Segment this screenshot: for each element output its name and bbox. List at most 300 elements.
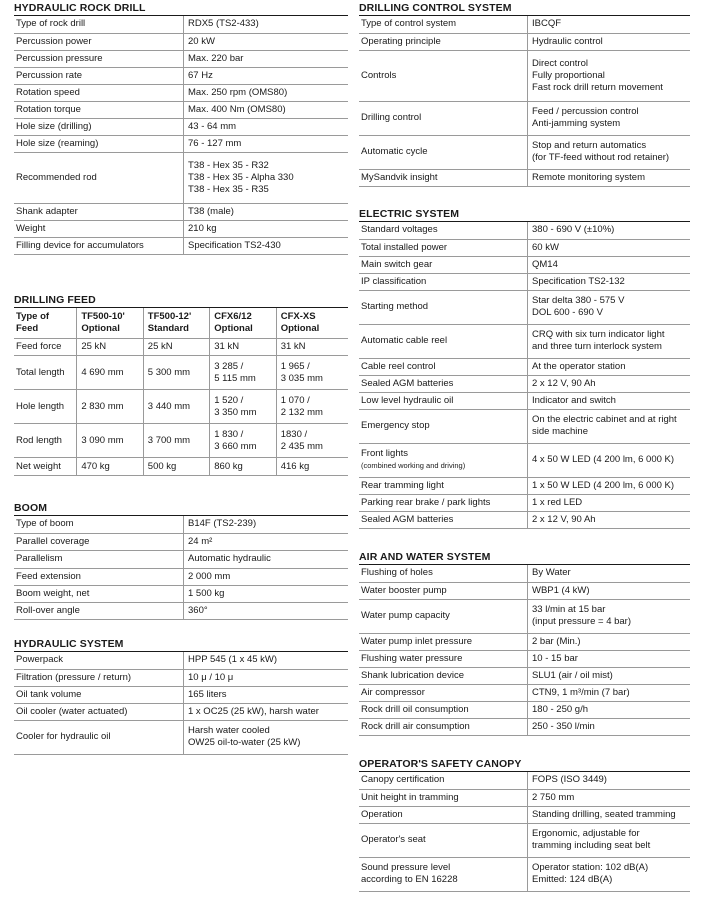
spec-value-line: 2 750 mm [532, 791, 575, 803]
spec-label [359, 650, 528, 667]
spec-value [528, 50, 691, 101]
spec-label [14, 135, 184, 152]
feed-value-line: 3 440 mm [147, 400, 191, 412]
feed-value-line: 3 285 / [214, 360, 244, 372]
spec-label [14, 84, 184, 101]
drilling-control-system-section [359, 2, 690, 187]
spec-value [528, 599, 691, 633]
spec-value [184, 686, 349, 703]
feed-value-line: 3 350 mm [214, 406, 257, 418]
operators-safety-canopy-section [359, 758, 690, 892]
feed-value [210, 390, 276, 424]
spec-value-line: Specification TS2-430 [188, 239, 281, 251]
feed-value-line: 2 435 mm [280, 440, 323, 452]
spec-label-text: MySandvik insight [361, 171, 438, 183]
spec-value-line: B14F (TS2-239) [188, 518, 257, 530]
spec-row [359, 582, 690, 599]
spec-value-line: 76 - 127 mm [188, 137, 242, 149]
spec-value [528, 169, 691, 186]
spec-label [359, 324, 528, 358]
spec-value-line: 10 μ / 10 μ [188, 671, 234, 683]
spec-value-line: HPP 545 (1 x 45 kW) [188, 654, 278, 666]
spec-label [14, 585, 184, 602]
spec-value [528, 135, 691, 169]
spec-value-line: 1 x OC25 (25 kW), harsh water [188, 705, 319, 717]
spec-label-text: Automatic cycle [361, 146, 428, 157]
spec-value [184, 118, 349, 135]
spec-row [359, 324, 690, 358]
feed-value [210, 458, 276, 476]
feed-header-line: Feed [16, 323, 39, 334]
spec-row [359, 494, 690, 511]
spec-row [359, 565, 690, 582]
spec-label-text: Emergency stop [361, 420, 430, 431]
spec-value-line: 43 - 64 mm [188, 120, 237, 132]
spec-value [528, 633, 691, 650]
spec-value-line: 1 x 50 W LED (4 200 lm, 6 000 K) [532, 479, 675, 491]
spec-value-line: Standing drilling, seated tramming [532, 808, 676, 820]
spec-label [359, 358, 528, 375]
spec-table [359, 16, 690, 187]
spec-value [184, 568, 349, 585]
feed-value [77, 339, 143, 356]
spec-row [359, 650, 690, 667]
spec-label [14, 203, 184, 220]
section-title: AIR AND WATER SYSTEM [359, 551, 690, 565]
spec-value-line: By Water [532, 567, 571, 579]
spec-label-text: Recommended rod [16, 171, 97, 183]
spec-row [14, 652, 348, 669]
spec-label [14, 550, 184, 568]
spec-value-line: 250 - 350 l/min [532, 720, 595, 732]
spec-label-text: Controls [361, 69, 397, 81]
spec-label [359, 684, 528, 701]
spec-label-text: Operator's seat [361, 834, 426, 845]
spec-label-text: Rock drill oil consumption [361, 703, 469, 715]
spec-value [184, 67, 349, 84]
spec-label [14, 33, 184, 50]
spec-value [184, 135, 349, 152]
spec-row [359, 50, 690, 101]
feed-value [143, 339, 209, 356]
spec-value-line: At the operator station [532, 360, 626, 372]
spec-value-line: Operator station: 102 dB(A) [532, 862, 649, 873]
spec-label-text: Oil tank volume [16, 688, 82, 700]
spec-row [359, 789, 690, 806]
spec-label-text: Canopy certification [361, 774, 445, 786]
spec-label-text: Roll-over angle [16, 604, 80, 616]
feed-value-line: 860 kg [214, 460, 243, 472]
spec-row [14, 686, 348, 703]
spec-value [528, 101, 691, 135]
spec-value-line: 1 500 kg [188, 587, 225, 599]
spec-label-text: Water pump capacity [361, 610, 450, 621]
section-title: ELECTRIC SYSTEM [359, 208, 690, 222]
spec-value [528, 650, 691, 667]
spec-value [184, 84, 349, 101]
spec-row [14, 152, 348, 203]
spec-value [528, 789, 691, 806]
spec-row [14, 84, 348, 101]
spec-row [359, 239, 690, 256]
spec-value [528, 806, 691, 823]
spec-row [14, 118, 348, 135]
spec-row [359, 772, 690, 789]
spec-value [184, 602, 349, 619]
feed-value [210, 339, 276, 356]
spec-value [528, 823, 691, 857]
spec-value-line: 10 - 15 bar [532, 652, 578, 664]
feed-label: Feed force [14, 339, 77, 356]
spec-table [359, 222, 690, 529]
spec-row [359, 16, 690, 33]
spec-label-text: Operation [361, 808, 403, 820]
spec-value [184, 720, 349, 754]
spec-value-line: On the electric cabinet and at right [532, 414, 677, 425]
spec-label [359, 633, 528, 650]
feed-header-cell [276, 308, 348, 339]
spec-value-line: Fully proportional [532, 69, 605, 81]
spec-label [14, 533, 184, 550]
spec-label-text: Parallel coverage [16, 535, 90, 547]
spec-label-text: Type of control system [361, 18, 457, 30]
spec-label-text: Unit height in tramming [361, 791, 459, 803]
spec-label-text: Flushing of holes [361, 567, 433, 579]
feed-value [276, 356, 348, 390]
feed-value [276, 390, 348, 424]
spec-value-line: Emitted: 124 dB(A) [532, 874, 613, 885]
spec-table [14, 16, 348, 255]
spec-value-line: Max. 220 bar [188, 52, 244, 64]
feed-value [143, 458, 209, 476]
spec-label-text: Percussion pressure [16, 52, 103, 64]
spec-label [359, 169, 528, 186]
spec-value-line: 2 bar (Min.) [532, 635, 581, 647]
feed-value-line: 1 070 / [280, 394, 310, 406]
feed-row [14, 458, 348, 476]
spec-value-line: Anti-jamming system [532, 118, 621, 129]
spec-row [359, 443, 690, 477]
feed-value [77, 390, 143, 424]
feed-header-cell [210, 308, 276, 339]
spec-value [184, 652, 349, 669]
spec-value-line: 24 m² [188, 535, 213, 547]
feed-value [143, 390, 209, 424]
spec-value-line: (input pressure = 4 bar) [532, 616, 632, 627]
spec-row [359, 169, 690, 186]
spec-value-line: 60 kW [532, 241, 559, 253]
spec-row [14, 568, 348, 585]
spec-row [14, 516, 348, 533]
feed-value-line: 31 kN [280, 341, 306, 352]
spec-row [359, 633, 690, 650]
spec-label [359, 239, 528, 256]
feed-value [210, 356, 276, 390]
spec-row [359, 222, 690, 239]
spec-value-line: RDX5 (TS2-433) [188, 18, 259, 30]
feed-label: Net weight [14, 458, 77, 476]
spec-value-line: CTN9, 1 m³/min (7 bar) [532, 686, 630, 698]
spec-value-line: DOL 600 - 690 V [532, 307, 603, 318]
spec-label-text: Powerpack [16, 654, 63, 666]
spec-value [184, 550, 349, 568]
spec-label-text: Rock drill air consumption [361, 720, 470, 732]
spec-label [359, 582, 528, 599]
spec-label-text: Sealed AGM batteries [361, 513, 454, 525]
spec-value [528, 443, 691, 477]
spec-value [528, 718, 691, 735]
spec-value-line: 67 Hz [188, 69, 213, 81]
spec-label-text: Filling device for accumulators [16, 239, 144, 251]
section-title: DRILLING CONTROL SYSTEM [359, 2, 690, 16]
air-and-water-system-section [359, 551, 690, 736]
feed-value [276, 458, 348, 476]
spec-label-text-2: according to EN 16228 [361, 874, 458, 885]
hydraulic-rock-drill-section [14, 2, 348, 255]
section-title: HYDRAULIC SYSTEM [14, 638, 348, 652]
electric-system-section [359, 208, 690, 529]
spec-label-text: Starting method [361, 301, 429, 312]
spec-row [14, 67, 348, 84]
spec-row [14, 550, 348, 568]
spec-label-text: Weight [16, 222, 46, 234]
spec-label-text: IP classification [361, 275, 427, 287]
spec-label-text: Cooler for hydraulic oil [16, 731, 111, 742]
feed-row [14, 390, 348, 424]
spec-label-text: Cable reel control [361, 360, 436, 372]
spec-table [14, 652, 348, 755]
spec-value [528, 684, 691, 701]
spec-row [14, 50, 348, 67]
spec-value-line: Hydraulic control [532, 35, 603, 47]
spec-value-line: Indicator and switch [532, 394, 616, 406]
spec-label [14, 686, 184, 703]
spec-row [14, 16, 348, 33]
spec-label [359, 392, 528, 409]
spec-value-line: CRQ with six turn indicator light [532, 329, 665, 340]
spec-label [359, 33, 528, 50]
feed-value-line: 3 700 mm [147, 434, 191, 446]
spec-value-line: 2 000 mm [188, 570, 231, 582]
spec-value-line: 165 liters [188, 688, 227, 700]
feed-value [77, 458, 143, 476]
feed-value [276, 424, 348, 458]
feed-header-cell [14, 308, 77, 339]
feed-value-line: 500 kg [147, 460, 177, 472]
spec-label-text: Operating principle [361, 35, 441, 47]
spec-value-line: Automatic hydraulic [188, 553, 271, 564]
spec-value-line: 2 x 12 V, 90 Ah [532, 513, 596, 525]
spec-value-line: and three turn interlock system [532, 341, 662, 352]
feed-header-cell [143, 308, 209, 339]
feed-value-line: 2 132 mm [280, 406, 323, 418]
spec-value [184, 669, 349, 686]
feed-value-line: 3 090 mm [81, 434, 124, 446]
spec-label [14, 237, 184, 254]
spec-label [14, 152, 184, 203]
spec-value-line: FOPS (ISO 3449) [532, 774, 607, 786]
spec-label-text: Percussion power [16, 35, 92, 47]
spec-label [359, 443, 528, 477]
spec-value [184, 703, 349, 720]
feed-value-line: 2 830 mm [81, 400, 124, 412]
drilling-feed-table [14, 308, 348, 476]
spec-label-text: Water booster pump [361, 584, 447, 596]
spec-row [359, 273, 690, 290]
spec-label-text: Rotation torque [16, 103, 81, 115]
spec-label-text: Water pump inlet pressure [361, 635, 473, 647]
section-title: OPERATOR'S SAFETY CANOPY [359, 758, 690, 772]
feed-value-line: 4 690 mm [81, 366, 124, 378]
spec-label [359, 409, 528, 443]
spec-row [14, 237, 348, 254]
spec-value-line: T38 (male) [188, 205, 234, 217]
spec-row [359, 256, 690, 273]
feed-value-line: 470 kg [81, 460, 110, 472]
spec-value-line: tramming including seat belt [532, 840, 651, 851]
spec-label [359, 789, 528, 806]
spec-value-line: QM14 [532, 258, 558, 270]
spec-value [528, 273, 691, 290]
spec-label [14, 516, 184, 533]
spec-value-line: Fast rock drill return movement [532, 81, 663, 93]
spec-label-text: Shank adapter [16, 205, 78, 217]
spec-label-text: Parallelism [16, 553, 63, 564]
spec-label [359, 511, 528, 528]
spec-label-text: Drilling control [361, 112, 422, 123]
spec-label-text: Total installed power [361, 241, 448, 253]
spec-label-text: Shank lubrication device [361, 669, 464, 681]
feed-row [14, 339, 348, 356]
spec-label [14, 220, 184, 237]
spec-label-text: Hole size (reaming) [16, 137, 99, 149]
spec-label-text: Sealed AGM batteries [361, 377, 454, 389]
spec-value-line: T38 - Hex 35 - Alpha 330 [188, 171, 294, 183]
spec-label [359, 16, 528, 33]
spec-value-line: Max. 250 rpm (OMS80) [188, 86, 288, 98]
boom-section [14, 502, 348, 620]
feed-value [143, 356, 209, 390]
spec-label [359, 599, 528, 633]
feed-header-line: Optional [280, 323, 320, 334]
spec-label [14, 720, 184, 754]
spec-value [528, 511, 691, 528]
spec-label [359, 290, 528, 324]
spec-value-line: (for TF-feed without rod retainer) [532, 152, 670, 163]
spec-value-line: Max. 400 Nm (OMS80) [188, 103, 286, 115]
feed-value-line: 5 115 mm [214, 372, 256, 384]
spec-row [359, 375, 690, 392]
drilling-feed-section [14, 294, 348, 476]
spec-label [14, 669, 184, 686]
spec-value [528, 477, 691, 494]
feed-row [14, 356, 348, 390]
spec-value [528, 857, 691, 891]
spec-value [528, 16, 691, 33]
spec-label [14, 703, 184, 720]
spec-row [14, 135, 348, 152]
section-title: HYDRAULIC ROCK DRILL [14, 2, 348, 16]
feed-row [14, 424, 348, 458]
feed-value [210, 424, 276, 458]
spec-value-line: 2 x 12 V, 90 Ah [532, 377, 596, 389]
spec-row [14, 533, 348, 550]
spec-row [359, 718, 690, 735]
spec-label [359, 477, 528, 494]
spec-value [184, 516, 349, 533]
feed-value-line: 1 965 / [280, 360, 310, 372]
spec-value [184, 50, 349, 67]
feed-value [276, 339, 348, 356]
spec-value [528, 358, 691, 375]
spec-row [359, 392, 690, 409]
spec-row [14, 720, 348, 754]
spec-label [359, 256, 528, 273]
spec-value [528, 290, 691, 324]
spec-row [14, 669, 348, 686]
spec-value [528, 494, 691, 511]
spec-label [359, 101, 528, 135]
spec-value-line: 380 - 690 V (±10%) [532, 224, 615, 236]
spec-table [14, 516, 348, 620]
feed-value-line: 25 kN [147, 341, 173, 352]
spec-value [528, 375, 691, 392]
spec-value-line: Remote monitoring system [532, 171, 645, 183]
spec-value [528, 324, 691, 358]
spec-label [359, 565, 528, 582]
spec-value [184, 585, 349, 602]
spec-value [184, 533, 349, 550]
spec-row [359, 511, 690, 528]
spec-value-line: T38 - Hex 35 - R32 [188, 159, 269, 171]
feed-header-line: Type of [16, 311, 50, 322]
feed-header-line: Standard [147, 323, 189, 334]
spec-label-text: Main switch gear [361, 258, 433, 270]
spec-label-text: Parking rear brake / park lights [361, 496, 491, 508]
spec-row [359, 667, 690, 684]
spec-value [528, 222, 691, 239]
spec-value [528, 565, 691, 582]
spec-value [528, 392, 691, 409]
spec-label-text: Air compressor [361, 686, 425, 698]
spec-value [184, 203, 349, 220]
feed-label: Rod length [14, 424, 77, 458]
spec-row [359, 599, 690, 633]
spec-label [359, 823, 528, 857]
spec-label [359, 718, 528, 735]
spec-label-text: Filtration (pressure / return) [16, 671, 132, 683]
spec-value-line: 180 - 250 g/h [532, 703, 588, 715]
spec-value-line: Harsh water cooled [188, 725, 270, 736]
spec-value-line: Ergonomic, adjustable for [532, 828, 640, 839]
spec-row [359, 290, 690, 324]
feed-header-cell [77, 308, 143, 339]
spec-label [359, 857, 528, 891]
spec-label [14, 16, 184, 33]
feed-label: Hole length [14, 390, 77, 424]
spec-label [359, 494, 528, 511]
feed-value [77, 424, 143, 458]
spec-label-text: Rotation speed [16, 86, 80, 98]
feed-header-row [14, 308, 348, 339]
spec-label-text: Percussion rate [16, 69, 83, 81]
spec-value [184, 33, 349, 50]
hydraulic-system-section [14, 638, 348, 755]
spec-value-line: Specification TS2-132 [532, 275, 625, 287]
spec-label [359, 667, 528, 684]
spec-label-text: Oil cooler (water actuated) [16, 705, 128, 717]
spec-label [359, 50, 528, 101]
